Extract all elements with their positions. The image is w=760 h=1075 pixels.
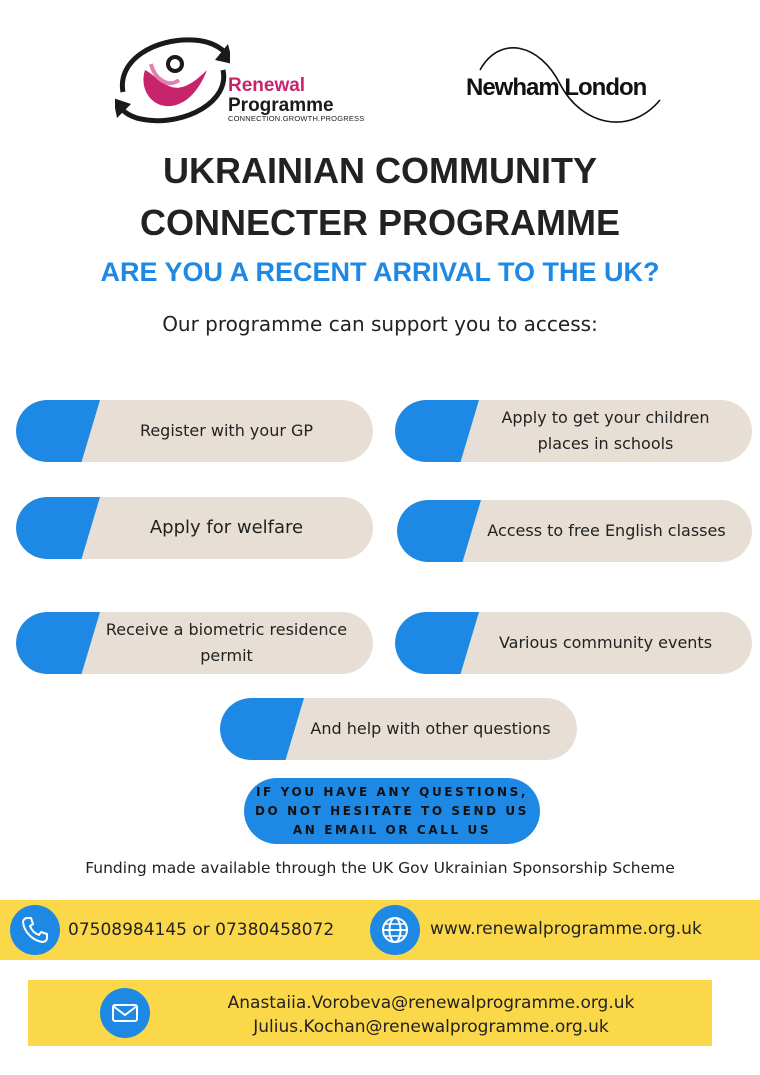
- service-label: Access to free English classes: [487, 521, 726, 540]
- service-label: Various community events: [498, 633, 713, 652]
- pill-accent: [395, 612, 479, 674]
- service-item-permit: [16, 612, 373, 674]
- contact-bar-email: [28, 980, 712, 1046]
- pill-accent: [16, 497, 100, 559]
- service-item-schools: [395, 400, 752, 462]
- funding-note: Funding made available through the UK Gov Ukrainian Sponsorship Scheme: [85, 859, 675, 877]
- service-label: Receive a biometric residence permit: [105, 620, 348, 665]
- service-item-events: [395, 612, 752, 674]
- renewal-tagline: CONNECTION.GROWTH.PROGRESS: [228, 114, 365, 123]
- title-line-1: UKRAINIAN COMMUNITY: [163, 150, 597, 191]
- service-label: Apply to get your children places in schools: [501, 408, 710, 453]
- service-label: Register with your GP: [139, 421, 314, 440]
- cta-text: IF YOU HAVE ANY QUESTIONS, DO NOT HESITATE TO SEND US AN EMAIL OR CALL US: [254, 784, 530, 837]
- renewal-swirl-icon: [115, 30, 230, 130]
- newham-london-logo: [460, 40, 665, 130]
- phone-numbers[interactable]: 07508984145 or 07380458072: [68, 920, 335, 940]
- page-subtitle: ARE YOU A RECENT ARRIVAL TO THE UK?: [100, 257, 660, 287]
- page-title: [0, 145, 760, 249]
- contact-bar-phone-web: [0, 900, 760, 960]
- service-item-other: [220, 698, 577, 760]
- email-address[interactable]: Julius.Kochan@renewalprogramme.org.uk: [253, 1017, 609, 1037]
- pill-accent: [395, 400, 479, 462]
- service-label: And help with other questions: [310, 719, 551, 738]
- intro-text: Our programme can support you to access:: [162, 312, 598, 336]
- email-address[interactable]: Anastaiia.Vorobeva@renewalprogramme.org.uk: [227, 993, 635, 1013]
- email-list: [171, 991, 691, 1039]
- service-item-gp: [16, 400, 373, 462]
- service-item-english: [397, 500, 752, 562]
- phone-icon: [10, 905, 60, 955]
- service-label: Apply for welfare: [149, 517, 304, 538]
- title-line-2: CONNECTER PROGRAMME: [139, 202, 620, 243]
- website-link[interactable]: www.renewalprogramme.org.uk: [430, 919, 702, 939]
- renewal-programme-logo: [115, 30, 385, 130]
- pill-accent: [16, 400, 100, 462]
- pill-accent: [220, 698, 304, 760]
- pill-accent: [397, 500, 481, 562]
- newham-logo-text: Newham London: [466, 74, 647, 101]
- service-item-welfare: [16, 497, 373, 559]
- pill-accent: [16, 612, 100, 674]
- renewal-name-line2: Programme: [228, 95, 334, 116]
- contact-call-to-action: [244, 778, 540, 844]
- globe-icon: [370, 905, 420, 955]
- renewal-name-line1: Renewal: [228, 75, 306, 96]
- envelope-icon: [100, 988, 150, 1038]
